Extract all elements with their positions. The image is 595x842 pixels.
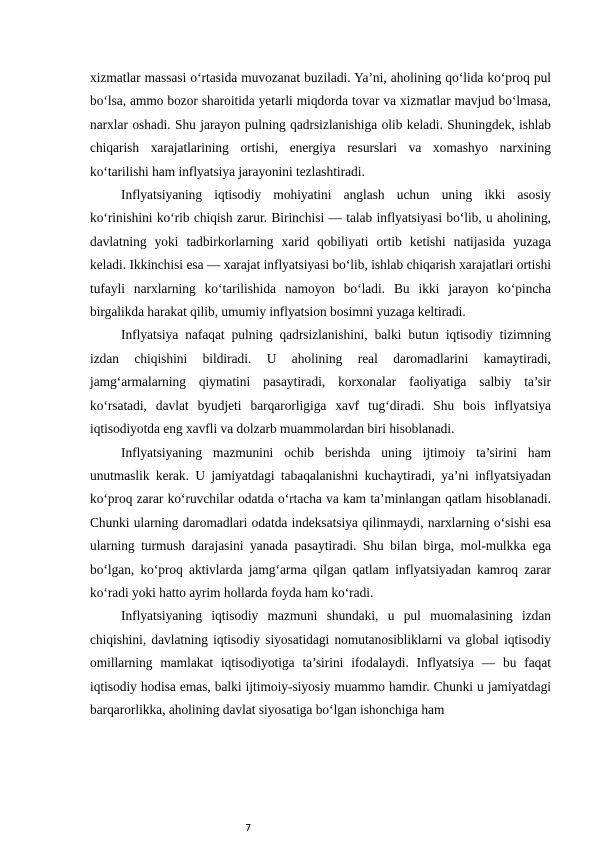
paragraph-continuation: xizmatlar massasi o‘rtasida muvozanat buziladi. Ya’ni, aholining qo‘lida ko‘proq pul bo‘lsa, ammo bozor sharoitida yetarli miqdorda tovar va xizmatlar mavjud bo‘lmasa, narxlar oshadi. Shu jarayon pulning qadrsizlanishiga olib keladi. Shuningdek, ishlab chiqarish xarajatlarining ortishi, energiya resurslari va xomashyo narxining ko‘tarilishi ham inflyatsiya jarayonini tezlashtiradi. [90,70,551,179]
document-body [90,66,551,721]
paragraph-inflation-effects: Inflyatsiya nafaqat pulning qadrsizlanishini, balki butun iqtisodiy tizimning izdan chiqishini bildiradi. U aholining real daromadlarini kamaytiradi, jamg‘armalarning qiymatini pasaytiradi, korxonalar faoliyatiga salbiy ta’sir ko‘rsatadi, davlat byudjeti barqarorligiga xavf tug‘diradi. Shu bois inflyatsiya iqtisodiyotda eng xavfli va dolzarb muammolardan biri hisoblanadi. [90,327,551,437]
paragraph-economic-essence: Inflyatsiyaning iqtisodiy mazmuni shundaki, u pul muomalasining izdan chiqishini, davlatning iqtisodiy siyosatidagi nomutanosibliklarni va global iqtisodiy omillarning mamlakat iqtisodiyotiga ta’sirini ifodalaydi. Inflyatsiya — bu faqat iqtisodiy hodisa emas, balki ijtimoiy-siyosiy muammo hamdir. Chunki u jamiyatdagi barqarorlikka, aholining davlat siyosatiga bo‘lgan ishonchiga ham [90,608,551,717]
paragraph-social-impact: Inflyatsiyaning mazmunini ochib berishda uning ijtimoiy ta’sirini ham unutmaslik kerak. U jamiyatdagi tabaqalanishni kuchaytiradi, ya’ni inflyatsiyadan ko‘proq zarar ko‘ruvchilar odatda o‘rtacha va kam ta’minlangan qatlam hisoblanadi. Chunki ularning daromadlari odatda indeksatsiya qilinmaydi, narxlarning o‘sishi esa ularning turmush darajasini yanada pasaytiradi. Shu bilan birga, mol-mulkka ega bo‘lgan, ko‘proq aktivlarda jamg‘arma qilgan qatlam inflyatsiyadan kamroq zarar ko‘radi yoki hatto ayrim hollarda foyda ham ko‘radi. [90,444,551,600]
page-number: 7 [245,823,252,834]
paragraph-inflation-types: Inflyatsiyaning iqtisodiy mohiyatini anglash uchun uning ikki asosiy ko‘rinishini ko‘rib chiqish zarur. Birinchisi — talab inflyatsiyasi bo‘lib, u aholining, davlatning yoki tadbirkorlarning xarid qobiliyati ortib ketishi natijasida yuzaga keladi. Ikkinchisi esa — xarajat inflyatsiyasi bo‘lib, ishlab chiqarish xarajatlari ortishi tufayli narxlarning ko‘tarilishida namoyon bo‘ladi. Bu ikki jarayon ko‘pincha birgalikda harakat qilib, umumiy inflyatsion bosimni yuzaga keltiradi. [90,187,551,320]
